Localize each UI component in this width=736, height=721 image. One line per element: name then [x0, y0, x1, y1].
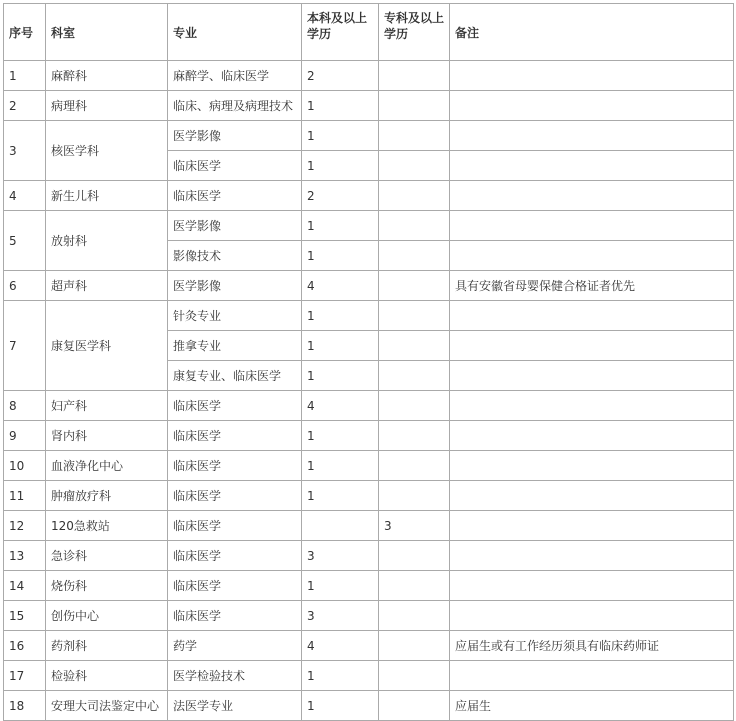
cell-note — [450, 661, 734, 691]
table-row — [4, 511, 734, 541]
table-row — [4, 121, 734, 151]
cell-note — [450, 481, 734, 511]
cell-major: 临床医学 — [168, 181, 302, 211]
cell-note — [450, 541, 734, 571]
cell-college — [379, 601, 450, 631]
table-row — [4, 61, 734, 91]
cell-major: 临床医学 — [168, 511, 302, 541]
recruitment-table — [3, 3, 734, 721]
cell-major: 麻醉学、临床医学 — [168, 61, 302, 91]
cell-dept: 烧伤科 — [46, 571, 168, 601]
cell-major: 临床医学 — [168, 571, 302, 601]
cell-note — [450, 571, 734, 601]
cell-college — [379, 571, 450, 601]
cell-college — [379, 631, 450, 661]
cell-no: 15 — [4, 601, 46, 631]
cell-note — [450, 421, 734, 451]
cell-major: 临床医学 — [168, 151, 302, 181]
cell-bachelor: 1 — [302, 211, 379, 241]
header-bachelor: 本科及以上学历 — [302, 4, 379, 61]
cell-college — [379, 241, 450, 271]
cell-major: 临床医学 — [168, 601, 302, 631]
cell-college — [379, 451, 450, 481]
cell-dept: 超声科 — [46, 271, 168, 301]
cell-dept: 安理大司法鉴定中心 — [46, 691, 168, 721]
cell-bachelor: 4 — [302, 391, 379, 421]
header-college: 专科及以上学历 — [379, 4, 450, 61]
cell-major: 临床医学 — [168, 451, 302, 481]
table-row — [4, 541, 734, 571]
cell-bachelor: 1 — [302, 241, 379, 271]
table-row — [4, 601, 734, 631]
cell-no: 14 — [4, 571, 46, 601]
cell-college — [379, 151, 450, 181]
header-no: 序号 — [4, 4, 46, 61]
table-row — [4, 301, 734, 331]
cell-bachelor: 1 — [302, 421, 379, 451]
cell-college — [379, 541, 450, 571]
cell-bachelor: 1 — [302, 481, 379, 511]
cell-no: 5 — [4, 211, 46, 271]
table-row — [4, 181, 734, 211]
cell-college — [379, 211, 450, 241]
table-row — [4, 271, 734, 301]
cell-bachelor: 1 — [302, 661, 379, 691]
cell-no: 16 — [4, 631, 46, 661]
cell-note — [450, 121, 734, 151]
cell-bachelor: 1 — [302, 301, 379, 331]
cell-no: 8 — [4, 391, 46, 421]
table-row — [4, 451, 734, 481]
cell-no: 1 — [4, 61, 46, 91]
cell-note: 应届生 — [450, 691, 734, 721]
cell-no: 4 — [4, 181, 46, 211]
cell-no: 18 — [4, 691, 46, 721]
cell-no: 11 — [4, 481, 46, 511]
cell-note — [450, 511, 734, 541]
cell-major: 康复专业、临床医学 — [168, 361, 302, 391]
cell-dept: 肿瘤放疗科 — [46, 481, 168, 511]
header-note: 备注 — [450, 4, 734, 61]
cell-no: 2 — [4, 91, 46, 121]
cell-no: 7 — [4, 301, 46, 391]
cell-bachelor: 1 — [302, 451, 379, 481]
cell-college — [379, 331, 450, 361]
cell-bachelor: 1 — [302, 691, 379, 721]
table-row — [4, 661, 734, 691]
cell-college — [379, 61, 450, 91]
cell-major: 临床医学 — [168, 481, 302, 511]
cell-note — [450, 241, 734, 271]
cell-bachelor: 4 — [302, 271, 379, 301]
cell-dept: 妇产科 — [46, 391, 168, 421]
cell-major: 临床医学 — [168, 541, 302, 571]
cell-dept: 病理科 — [46, 91, 168, 121]
table-row — [4, 631, 734, 661]
cell-dept: 急诊科 — [46, 541, 168, 571]
cell-dept: 120急救站 — [46, 511, 168, 541]
cell-dept: 放射科 — [46, 211, 168, 271]
cell-note — [450, 601, 734, 631]
cell-college — [379, 121, 450, 151]
table-row — [4, 91, 734, 121]
cell-note — [450, 451, 734, 481]
cell-major: 医学影像 — [168, 211, 302, 241]
cell-major: 医学影像 — [168, 121, 302, 151]
cell-major: 影像技术 — [168, 241, 302, 271]
cell-note — [450, 331, 734, 361]
cell-no: 12 — [4, 511, 46, 541]
cell-note — [450, 91, 734, 121]
cell-bachelor: 4 — [302, 631, 379, 661]
cell-college: 3 — [379, 511, 450, 541]
cell-college — [379, 271, 450, 301]
cell-dept: 创伤中心 — [46, 601, 168, 631]
table-row — [4, 691, 734, 721]
cell-college — [379, 301, 450, 331]
table-row — [4, 421, 734, 451]
cell-no: 13 — [4, 541, 46, 571]
cell-major: 药学 — [168, 631, 302, 661]
table-row — [4, 391, 734, 421]
header-dept: 科室 — [46, 4, 168, 61]
cell-major: 医学影像 — [168, 271, 302, 301]
cell-college — [379, 391, 450, 421]
cell-dept: 药剂科 — [46, 631, 168, 661]
cell-bachelor: 2 — [302, 181, 379, 211]
cell-college — [379, 181, 450, 211]
cell-college — [379, 361, 450, 391]
cell-major: 医学检验技术 — [168, 661, 302, 691]
cell-major: 法医学专业 — [168, 691, 302, 721]
cell-bachelor: 2 — [302, 61, 379, 91]
cell-no: 17 — [4, 661, 46, 691]
cell-major: 临床、病理及病理技术 — [168, 91, 302, 121]
header-row — [4, 4, 734, 61]
cell-college — [379, 481, 450, 511]
cell-no: 6 — [4, 271, 46, 301]
cell-college — [379, 691, 450, 721]
cell-bachelor — [302, 511, 379, 541]
cell-dept: 肾内科 — [46, 421, 168, 451]
header-major: 专业 — [168, 4, 302, 61]
cell-bachelor: 1 — [302, 121, 379, 151]
cell-major: 针灸专业 — [168, 301, 302, 331]
cell-bachelor: 1 — [302, 331, 379, 361]
cell-bachelor: 1 — [302, 361, 379, 391]
cell-dept: 康复医学科 — [46, 301, 168, 391]
cell-note: 应届生或有工作经历须具有临床药师证 — [450, 631, 734, 661]
table-row — [4, 211, 734, 241]
cell-bachelor: 3 — [302, 541, 379, 571]
cell-major: 临床医学 — [168, 421, 302, 451]
cell-dept: 检验科 — [46, 661, 168, 691]
cell-dept: 新生儿科 — [46, 181, 168, 211]
cell-no: 10 — [4, 451, 46, 481]
cell-bachelor: 1 — [302, 151, 379, 181]
cell-note — [450, 301, 734, 331]
cell-bachelor: 1 — [302, 91, 379, 121]
cell-bachelor: 3 — [302, 601, 379, 631]
cell-note — [450, 61, 734, 91]
cell-note — [450, 151, 734, 181]
cell-note — [450, 391, 734, 421]
cell-college — [379, 421, 450, 451]
table-row — [4, 571, 734, 601]
cell-major: 推拿专业 — [168, 331, 302, 361]
cell-college — [379, 91, 450, 121]
cell-note — [450, 181, 734, 211]
cell-note — [450, 211, 734, 241]
cell-dept: 血液净化中心 — [46, 451, 168, 481]
cell-bachelor: 1 — [302, 571, 379, 601]
cell-no: 9 — [4, 421, 46, 451]
cell-major: 临床医学 — [168, 391, 302, 421]
cell-dept: 麻醉科 — [46, 61, 168, 91]
cell-college — [379, 661, 450, 691]
cell-note — [450, 361, 734, 391]
cell-no: 3 — [4, 121, 46, 181]
cell-note: 具有安徽省母婴保健合格证者优先 — [450, 271, 734, 301]
table-body — [4, 61, 734, 721]
table-row — [4, 481, 734, 511]
cell-dept: 核医学科 — [46, 121, 168, 181]
